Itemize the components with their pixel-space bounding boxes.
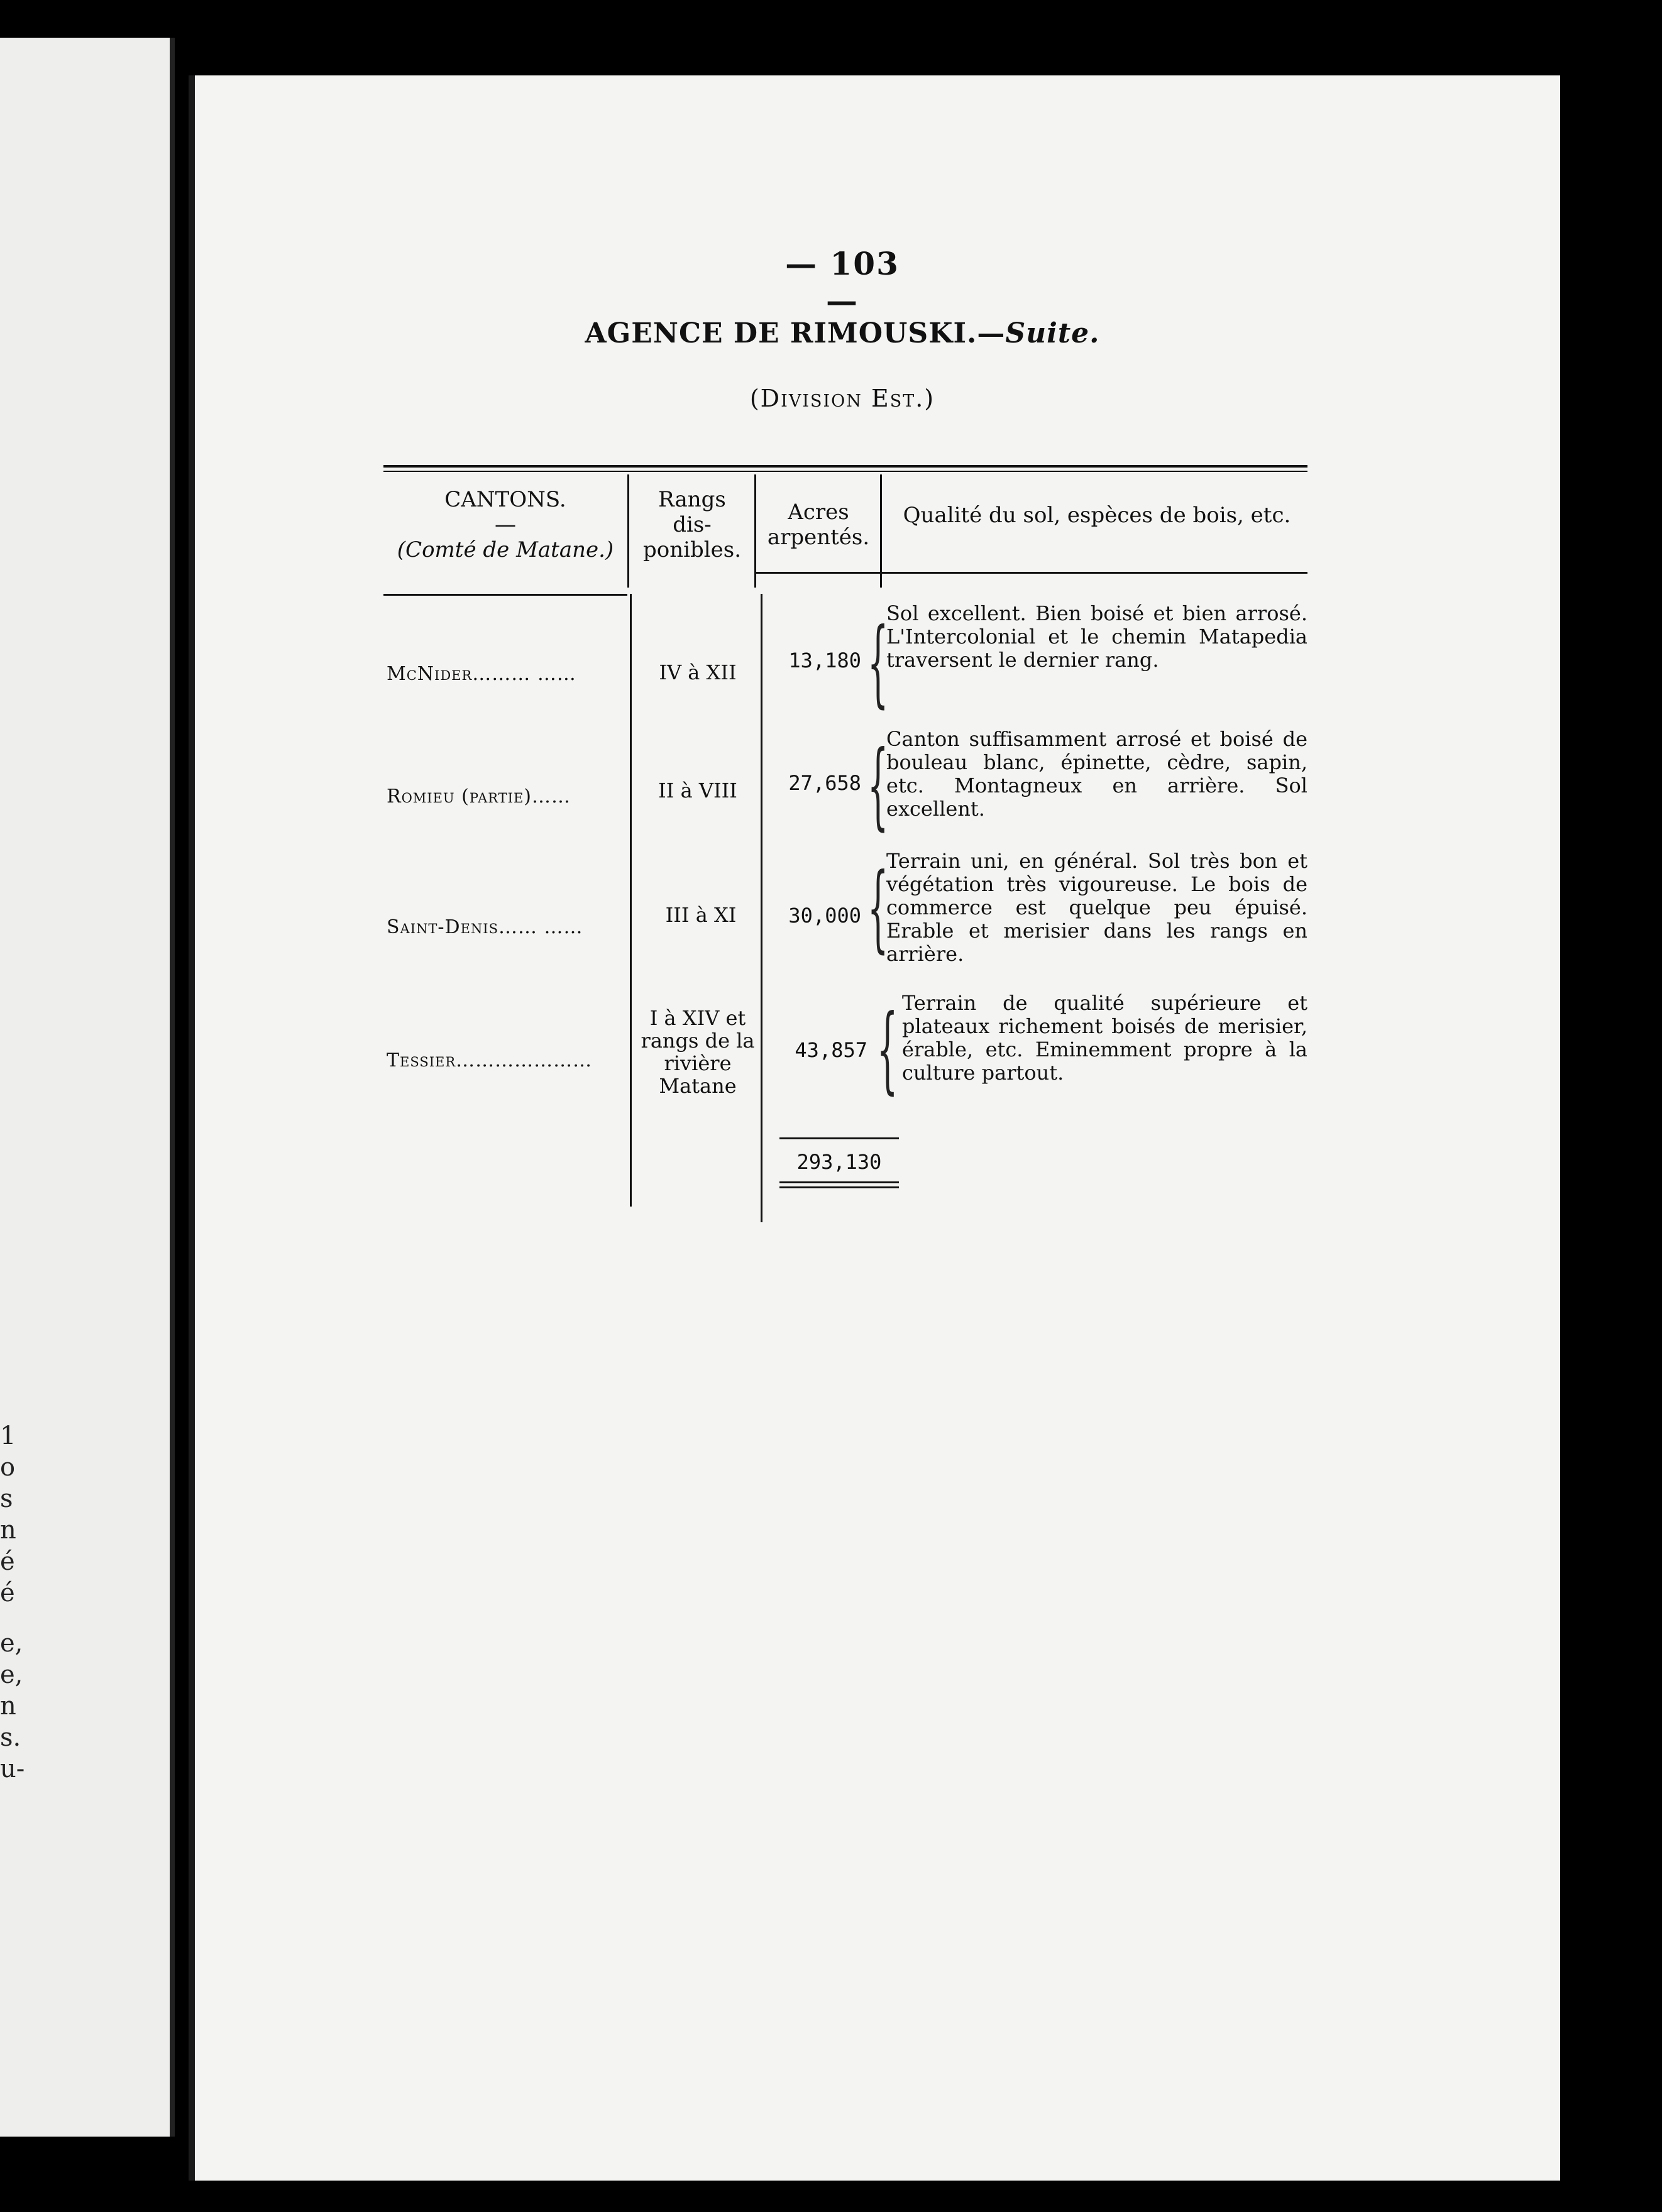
table-top-rule [383, 465, 1307, 468]
row-acres: 43,857 [795, 1038, 867, 1062]
left-page-fragment: e, [0, 1629, 23, 1658]
left-page-fragment: u- [0, 1755, 25, 1783]
row-canton-name: McNider……… …… [387, 663, 576, 685]
header-divider [754, 474, 756, 588]
header-cantons [383, 487, 627, 562]
row-quality: Canton suffisamment arrosé et boisé de bouleau blanc, épinette, cèdre, sapin, etc. Montagneux en arrière. Sol excellent. [886, 727, 1307, 821]
left-page-fragment: e, [0, 1660, 23, 1689]
cantons-table [383, 465, 1307, 1207]
row-quality: Terrain uni, en général. Sol très bon et végétation très vigoureuse. Le bois de commerce est quelque peu épuisé. Erable et merisier dans les rangs en arrière. [886, 849, 1307, 966]
left-page-fragment: o [0, 1453, 16, 1482]
page-number: — 103 — [785, 245, 900, 319]
row-acres: 13,180 [788, 649, 861, 672]
row-ranges-line: I à XIV et [649, 1006, 746, 1030]
header-acres [757, 500, 880, 550]
left-page-fragment: s [0, 1484, 13, 1513]
row-ranges-line: rivière [664, 1051, 732, 1075]
row-acres: 30,000 [788, 904, 861, 928]
row-ranges: IV à XII [659, 660, 737, 684]
header-qualite: Qualité du sol, espèces de bois, etc. [903, 503, 1291, 528]
left-page-edge [0, 38, 175, 2137]
left-page-fragment: s. [0, 1723, 21, 1752]
title-main: AGENCE DE RIMOUSKI.— [585, 317, 1006, 349]
total-top-rule [779, 1137, 899, 1139]
table-top-rule-thin [383, 471, 1307, 472]
title-suffix: Suite. [1005, 317, 1100, 349]
header-rangs [630, 487, 754, 562]
header-acres-line: Acres [788, 500, 849, 525]
left-page-fragment: 1 [0, 1421, 16, 1450]
column-divider [630, 594, 632, 1207]
row-ranges-line: Matane [659, 1074, 737, 1098]
brace-icon: { [867, 608, 889, 718]
header-rangs-line: Rangs [658, 487, 726, 512]
row-acres: 27,658 [788, 771, 861, 795]
row-quality: Sol excellent. Bien boisé et bien arrosé. L'Intercolonial et le chemin Matapedia traversent le dernier rang. [886, 601, 1307, 672]
header-bottom-rule [383, 594, 627, 596]
row-canton-name: Romieu (partie)…… [387, 786, 571, 808]
header-acres-line: arpentés. [767, 525, 870, 550]
header-cantons-sub: (Comté de Matane.) [397, 537, 614, 562]
left-page-fragment: n [0, 1516, 16, 1545]
left-page-fragment: é [0, 1547, 15, 1576]
row-canton-name: Tessier………………… [387, 1049, 593, 1071]
brace-icon: { [867, 731, 889, 840]
header-cantons-sep: — [495, 512, 516, 537]
header-rangs-line: dis- [673, 512, 712, 537]
left-page-fragment: n [0, 1692, 16, 1721]
brace-icon: { [867, 853, 889, 963]
header-divider [880, 474, 882, 588]
page-subtitle: (Division Est.) [749, 385, 935, 412]
row-canton-name: Saint-Denis…… …… [387, 916, 583, 938]
total-bottom-rule-2 [779, 1186, 899, 1188]
total-bottom-rule [779, 1181, 899, 1183]
header-cantons-label: CANTONS. [444, 487, 566, 512]
brace-icon: { [877, 995, 898, 1104]
header-rangs-line: ponibles. [642, 537, 742, 562]
row-quality: Terrain de qualité supérieure et plateaux richement boisés de merisier, érable, etc. Eminemment propre à la culture partout. [902, 991, 1307, 1085]
row-ranges: II à VIII [658, 779, 737, 802]
acres-total: 293,130 [796, 1150, 882, 1174]
row-ranges: III à XI [665, 903, 737, 927]
header-divider [627, 474, 629, 588]
left-page-fragment: é [0, 1579, 15, 1607]
row-ranges-line: rangs de la [641, 1029, 755, 1053]
page-title [566, 317, 1119, 349]
header-bottom-rule [754, 572, 1307, 574]
